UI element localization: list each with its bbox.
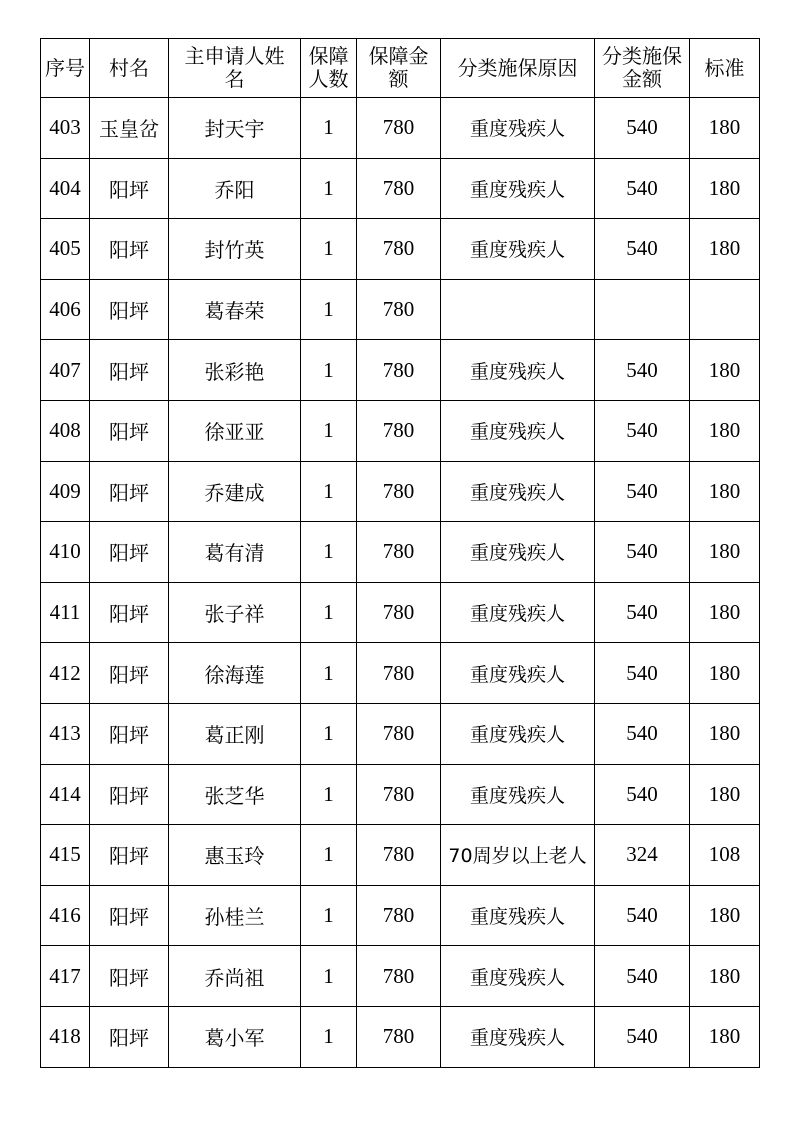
cell-seq: 405 <box>41 219 90 280</box>
cell-standard: 180 <box>690 340 760 401</box>
header-reason: 分类施保原因 <box>441 39 595 98</box>
cell-village: 阳坪 <box>90 764 169 825</box>
cell-village: 阳坪 <box>90 582 169 643</box>
cell-class-amount: 540 <box>595 158 690 219</box>
cell-class-amount: 540 <box>595 340 690 401</box>
cell-class-amount <box>595 279 690 340</box>
table-row <box>41 158 760 219</box>
cell-class-amount: 540 <box>595 946 690 1007</box>
cell-class-amount: 540 <box>595 764 690 825</box>
table-row <box>41 522 760 583</box>
cell-amount: 780 <box>357 158 441 219</box>
cell-village: 阳坪 <box>90 158 169 219</box>
cell-class-amount: 540 <box>595 98 690 159</box>
cell-reason: 重度残疾人 <box>441 461 595 522</box>
cell-amount: 780 <box>357 522 441 583</box>
cell-village: 阳坪 <box>90 643 169 704</box>
cell-amount: 780 <box>357 764 441 825</box>
table-row <box>41 400 760 461</box>
cell-standard: 180 <box>690 764 760 825</box>
cell-amount: 780 <box>357 340 441 401</box>
cell-amount: 780 <box>357 98 441 159</box>
table-body <box>41 98 760 1068</box>
cell-reason: 重度残疾人 <box>441 1006 595 1067</box>
cell-village: 阳坪 <box>90 279 169 340</box>
table-row <box>41 885 760 946</box>
table-row <box>41 340 760 401</box>
cell-village: 阳坪 <box>90 703 169 764</box>
header-village: 村名 <box>90 39 169 98</box>
header-standard: 标准 <box>690 39 760 98</box>
cell-standard: 180 <box>690 885 760 946</box>
cell-applicant-name: 乔阳 <box>169 158 301 219</box>
cell-village: 阳坪 <box>90 219 169 280</box>
cell-village: 阳坪 <box>90 1006 169 1067</box>
cell-class-amount: 540 <box>595 219 690 280</box>
cell-standard: 180 <box>690 582 760 643</box>
cell-seq: 412 <box>41 643 90 704</box>
cell-amount: 780 <box>357 400 441 461</box>
cell-standard: 180 <box>690 522 760 583</box>
cell-reason: 重度残疾人 <box>441 219 595 280</box>
cell-persons: 1 <box>301 98 357 159</box>
cell-reason: 重度残疾人 <box>441 764 595 825</box>
cell-persons: 1 <box>301 219 357 280</box>
table-row <box>41 643 760 704</box>
cell-village: 玉皇岔 <box>90 98 169 159</box>
cell-applicant-name: 张芝华 <box>169 764 301 825</box>
header-amount: 保障金额 <box>357 39 441 98</box>
cell-persons: 1 <box>301 582 357 643</box>
cell-class-amount: 540 <box>595 400 690 461</box>
cell-standard <box>690 279 760 340</box>
cell-applicant-name: 孙桂兰 <box>169 885 301 946</box>
cell-applicant-name: 乔建成 <box>169 461 301 522</box>
cell-standard: 180 <box>690 400 760 461</box>
cell-village: 阳坪 <box>90 400 169 461</box>
cell-village: 阳坪 <box>90 946 169 1007</box>
cell-seq: 416 <box>41 885 90 946</box>
cell-seq: 418 <box>41 1006 90 1067</box>
table-row <box>41 764 760 825</box>
cell-standard: 180 <box>690 1006 760 1067</box>
header-class-amount: 分类施保金额 <box>595 39 690 98</box>
cell-reason: 70周岁以上老人 <box>441 825 595 886</box>
cell-village: 阳坪 <box>90 522 169 583</box>
cell-standard: 108 <box>690 825 760 886</box>
cell-applicant-name: 徐亚亚 <box>169 400 301 461</box>
cell-standard: 180 <box>690 219 760 280</box>
cell-amount: 780 <box>357 1006 441 1067</box>
assistance-table <box>40 38 760 1068</box>
cell-village: 阳坪 <box>90 825 169 886</box>
cell-seq: 413 <box>41 703 90 764</box>
cell-amount: 780 <box>357 825 441 886</box>
cell-reason: 重度残疾人 <box>441 522 595 583</box>
table-row <box>41 1006 760 1067</box>
cell-persons: 1 <box>301 946 357 1007</box>
header-persons: 保障人数 <box>301 39 357 98</box>
table-row <box>41 946 760 1007</box>
table-row <box>41 825 760 886</box>
cell-class-amount: 540 <box>595 1006 690 1067</box>
header-seq: 序号 <box>41 39 90 98</box>
cell-amount: 780 <box>357 461 441 522</box>
cell-class-amount: 540 <box>595 885 690 946</box>
cell-class-amount: 540 <box>595 461 690 522</box>
cell-applicant-name: 张子祥 <box>169 582 301 643</box>
cell-class-amount: 540 <box>595 522 690 583</box>
cell-standard: 180 <box>690 643 760 704</box>
header-applicant: 主申请人姓名 <box>169 39 301 98</box>
cell-persons: 1 <box>301 400 357 461</box>
cell-seq: 414 <box>41 764 90 825</box>
cell-applicant-name: 葛正刚 <box>169 703 301 764</box>
cell-reason: 重度残疾人 <box>441 582 595 643</box>
cell-seq: 404 <box>41 158 90 219</box>
cell-reason: 重度残疾人 <box>441 340 595 401</box>
cell-village: 阳坪 <box>90 340 169 401</box>
cell-applicant-name: 封天宇 <box>169 98 301 159</box>
cell-seq: 410 <box>41 522 90 583</box>
cell-reason: 重度残疾人 <box>441 885 595 946</box>
cell-class-amount: 540 <box>595 703 690 764</box>
cell-reason <box>441 279 595 340</box>
cell-applicant-name: 乔尚祖 <box>169 946 301 1007</box>
table-row <box>41 279 760 340</box>
cell-seq: 403 <box>41 98 90 159</box>
cell-class-amount: 540 <box>595 582 690 643</box>
cell-seq: 407 <box>41 340 90 401</box>
cell-persons: 1 <box>301 1006 357 1067</box>
cell-standard: 180 <box>690 946 760 1007</box>
cell-persons: 1 <box>301 461 357 522</box>
table-row <box>41 98 760 159</box>
cell-village: 阳坪 <box>90 885 169 946</box>
cell-amount: 780 <box>357 279 441 340</box>
cell-reason: 重度残疾人 <box>441 946 595 1007</box>
table-row <box>41 703 760 764</box>
cell-reason: 重度残疾人 <box>441 98 595 159</box>
cell-reason: 重度残疾人 <box>441 400 595 461</box>
cell-persons: 1 <box>301 703 357 764</box>
cell-amount: 780 <box>357 643 441 704</box>
cell-reason: 重度残疾人 <box>441 643 595 704</box>
cell-reason: 重度残疾人 <box>441 158 595 219</box>
cell-standard: 180 <box>690 158 760 219</box>
cell-class-amount: 540 <box>595 643 690 704</box>
cell-persons: 1 <box>301 825 357 886</box>
cell-persons: 1 <box>301 158 357 219</box>
cell-standard: 180 <box>690 703 760 764</box>
table-row <box>41 461 760 522</box>
cell-amount: 780 <box>357 885 441 946</box>
cell-persons: 1 <box>301 643 357 704</box>
cell-village: 阳坪 <box>90 461 169 522</box>
cell-persons: 1 <box>301 885 357 946</box>
cell-persons: 1 <box>301 522 357 583</box>
cell-persons: 1 <box>301 764 357 825</box>
cell-amount: 780 <box>357 703 441 764</box>
cell-class-amount: 324 <box>595 825 690 886</box>
cell-reason: 重度残疾人 <box>441 703 595 764</box>
cell-applicant-name: 张彩艳 <box>169 340 301 401</box>
cell-amount: 780 <box>357 582 441 643</box>
cell-seq: 408 <box>41 400 90 461</box>
cell-applicant-name: 惠玉玲 <box>169 825 301 886</box>
cell-applicant-name: 葛小军 <box>169 1006 301 1067</box>
cell-applicant-name: 徐海莲 <box>169 643 301 704</box>
cell-applicant-name: 葛有清 <box>169 522 301 583</box>
table-row <box>41 219 760 280</box>
cell-seq: 415 <box>41 825 90 886</box>
cell-seq: 406 <box>41 279 90 340</box>
cell-seq: 417 <box>41 946 90 1007</box>
cell-applicant-name: 葛春荣 <box>169 279 301 340</box>
cell-seq: 411 <box>41 582 90 643</box>
cell-persons: 1 <box>301 279 357 340</box>
cell-persons: 1 <box>301 340 357 401</box>
cell-applicant-name: 封竹英 <box>169 219 301 280</box>
cell-seq: 409 <box>41 461 90 522</box>
cell-amount: 780 <box>357 946 441 1007</box>
cell-standard: 180 <box>690 461 760 522</box>
table-row <box>41 582 760 643</box>
cell-amount: 780 <box>357 219 441 280</box>
cell-standard: 180 <box>690 98 760 159</box>
header-row <box>41 39 760 98</box>
